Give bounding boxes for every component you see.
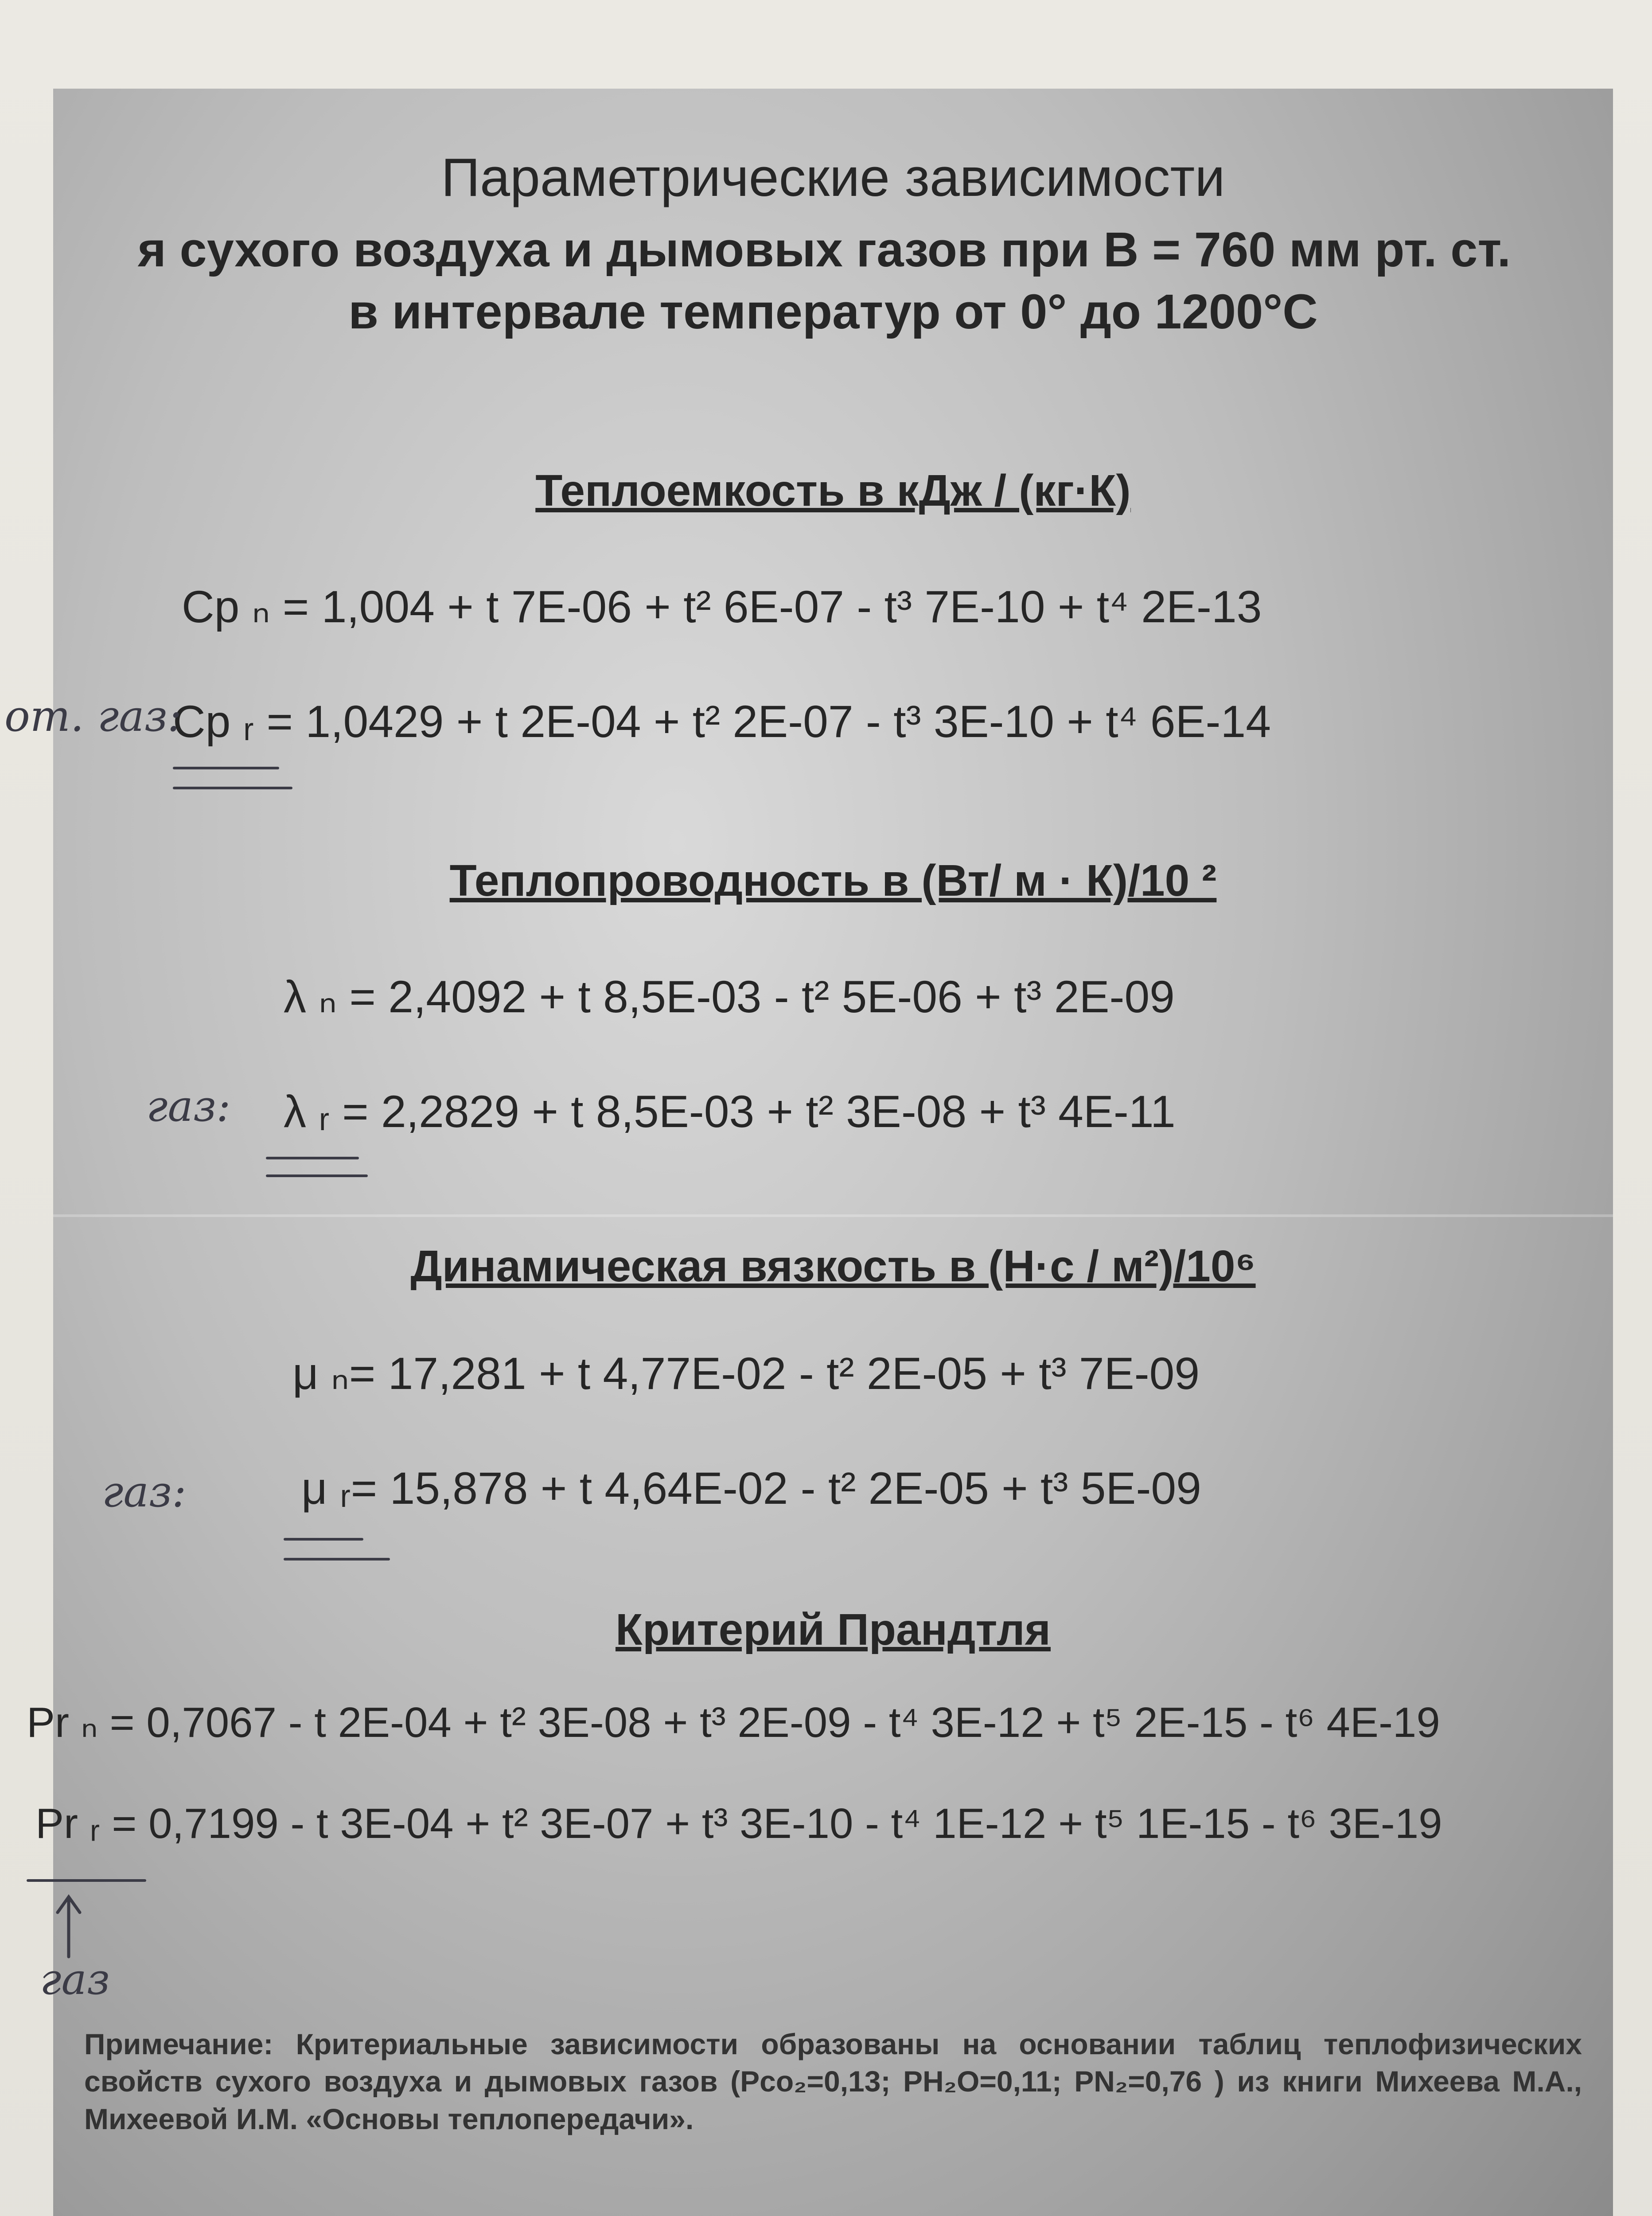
underline-lambda-gas-2	[266, 1174, 368, 1177]
title-line-2: я сухого воздуха и дымовых газов при В = 760 мм рт. ст.	[137, 222, 1511, 277]
section-conductivity: Теплопроводность в (Вт/ м · К)/10 ²	[449, 856, 1217, 905]
formula-lambda-air: λ ₙ = 2,4092 + t 8,5E-03 - t² 5E-06 + t³ 2E-09	[284, 971, 1175, 1022]
formula-mu-air: μ ₙ= 17,281 + t 4,77E-02 - t² 2E-05 + t³ 7E-09	[292, 1348, 1200, 1399]
underline-cp-gas-1	[173, 767, 279, 769]
formula-pr-gas: Pr ᵣ = 0,7199 - t 3E-04 + t² 3E-07 + t³ 3E-10 - t⁴ 1E-12 + t⁵ 1E-15 - t⁶ 3E-19	[35, 1800, 1442, 1847]
underline-mu-gas-2	[284, 1558, 390, 1561]
formula-cp-air: Cp ₙ = 1,004 + t 7E-06 + t² 6E-07 - t³ 7E-10 + t⁴ 2E-13	[182, 581, 1262, 632]
title-line-1: Параметрические зависимости	[441, 147, 1225, 207]
handwritten-note-mu: газ:	[102, 1467, 187, 1517]
section-viscosity: Динамическая вязкость в (Н·с / м²)/10⁶	[410, 1241, 1256, 1291]
formula-cp-gas: Cp ᵣ = 1,0429 + t 2E-04 + t² 2E-07 - t³ 3E-10 + t⁴ 6E-14	[173, 696, 1271, 747]
printed-area	[27, 89, 1613, 2216]
arrow-up-icon	[49, 1892, 89, 1959]
footnote: Примечание: Критериальные зависимости образованы на основании таблиц теплофизических свойств сухого воздуха и дымовых газов (Pco₂=0,13; PH₂O=0,11; PN₂=0,76 ) из книги Михеева М.А., Михеевой И.М. «Основы теплопередачи».	[84, 2028, 1582, 2135]
underline-pr-gas	[27, 1879, 146, 1882]
paper-fold	[53, 1214, 1613, 1217]
section-prandtl: Критерий Прандтля	[616, 1605, 1051, 1654]
formula-lambda-gas: λ ᵣ = 2,2829 + t 8,5E-03 + t² 3E-08 + t³ 4E-11	[284, 1086, 1176, 1137]
section-heat-capacity: Теплоемкость в кДж / (кг·К)	[535, 466, 1131, 515]
handwritten-note-pr: газ	[40, 1955, 110, 2004]
handwritten-note-lambda: газ:	[146, 1081, 231, 1131]
underline-mu-gas-1	[284, 1538, 363, 1541]
formula-mu-gas: μ ᵣ= 15,878 + t 4,64E-02 - t² 2E-05 + t³ 5E-09	[301, 1463, 1201, 1514]
handwritten-note-cp: от. газ:	[4, 691, 182, 741]
title-line-3: в интервале температур от 0° до 1200°C	[348, 285, 1318, 339]
underline-cp-gas-2	[173, 787, 292, 789]
underline-lambda-gas-1	[266, 1157, 359, 1159]
formula-pr-air: Pr ₙ = 0,7067 - t 2E-04 + t² 3E-08 + t³ 2E-09 - t⁴ 3E-12 + t⁵ 2E-15 - t⁶ 4E-19	[27, 1699, 1440, 1746]
